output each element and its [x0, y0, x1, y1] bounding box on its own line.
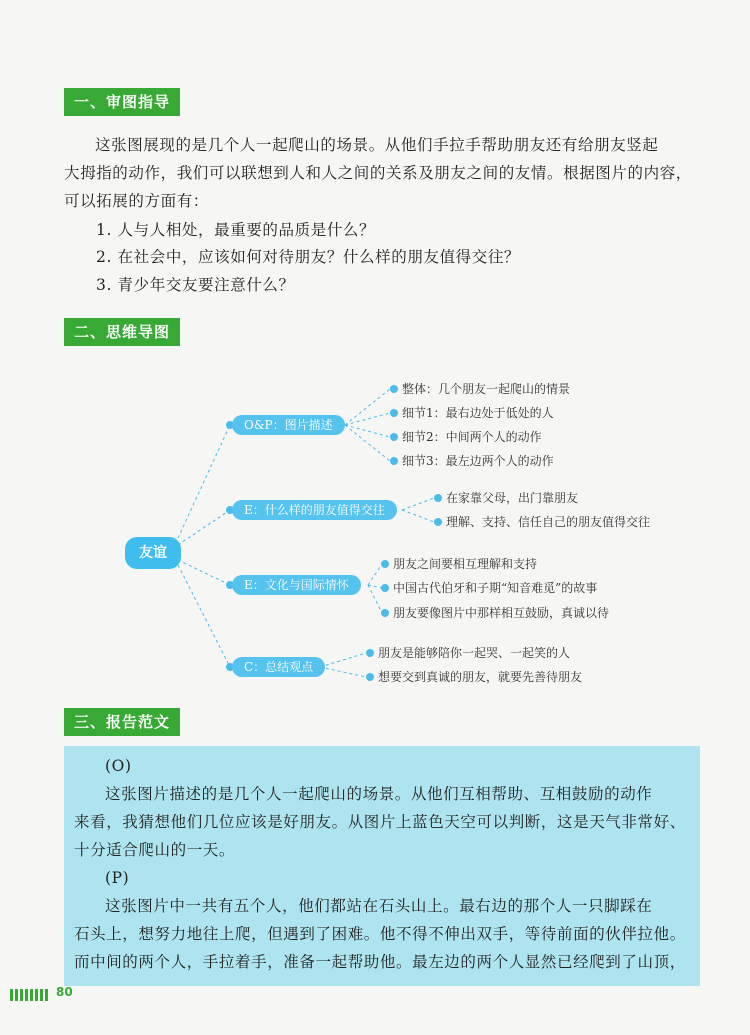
connector-dot	[366, 649, 374, 657]
mind-map-leaf: 整体：几个朋友一起爬山的情景	[402, 382, 571, 396]
guide-item: 3. 青少年交友要注意什么？	[96, 276, 295, 294]
section-heading-mindmap: 二、思维导图	[64, 318, 180, 346]
mind-map-leaf: 在家靠父母，出门靠朋友	[446, 491, 579, 505]
connector-line	[178, 425, 230, 538]
connector-dot	[434, 494, 442, 502]
connector-line	[345, 389, 390, 425]
connector-line	[345, 413, 390, 425]
mind-map-leaf: 细节3：最左边两个人的动作	[402, 454, 554, 468]
guide-line: 可以拓展的方面有：	[64, 192, 209, 210]
essay-line: 这张图片描述的是几个人一起爬山的场景。从他们互相帮助、互相鼓励的动作	[105, 785, 653, 803]
mind-map-branch: O&P：图片描述	[232, 415, 345, 435]
guide-item: 2. 在社会中，应该如何对待朋友？什么样的朋友值得交往？	[96, 248, 521, 266]
connector-dot	[390, 409, 398, 417]
connector-line	[345, 425, 390, 437]
mind-map-leaf: 朋友要像图片中那样相互鼓励，真诚以待	[393, 606, 610, 620]
connector-dot	[381, 609, 389, 617]
connector-dot	[390, 433, 398, 441]
connector-line	[178, 510, 230, 545]
essay-line: 石头上，想努力地往上爬，但遇到了困难。他不得不伸出双手，等待前面的伙伴拉他。	[74, 925, 686, 943]
mind-map-branch: E：什么样的朋友值得交往	[232, 500, 397, 520]
mind-map-leaf: 细节2：中间两个人的动作	[402, 430, 542, 444]
mind-map-leaf: 朋友是能够陪你一起哭、一起笑的人	[378, 646, 571, 660]
mind-map-leaf: 理解、支持、信任自己的朋友值得交往	[446, 515, 651, 529]
mind-map	[120, 375, 680, 695]
mind-map-root: 友谊	[125, 537, 181, 569]
essay-line: 而中间的两个人，手拉着手，准备一起帮助他。最左边的两个人显然已经爬到了山顶，	[74, 953, 686, 971]
essay-line: 十分适合爬山的一天。	[74, 841, 236, 859]
connector-line	[368, 585, 382, 613]
connector-line	[368, 564, 382, 585]
connector-line	[178, 565, 230, 667]
mind-map-leaf: 朋友之间要相互理解和支持	[393, 557, 538, 571]
guide-paragraph	[64, 131, 692, 215]
section-heading-sample: 三、报告范文	[64, 708, 180, 736]
connector-dot	[366, 673, 374, 681]
connector-dot	[434, 518, 442, 526]
guide-line: 这张图展现的是几个人一起爬山的场景。从他们手拉手帮助朋友还有给朋友竖起	[95, 136, 659, 154]
guide-line: 大拇指的动作，我们可以联想到人和人之间的关系及朋友之间的友情。根据图片的内容，	[64, 164, 692, 182]
essay-line: 这张图片中一共有五个人，他们都站在石头山上。最右边的那个人一只脚踩在	[105, 897, 653, 915]
connector-dot	[381, 560, 389, 568]
sample-essay	[74, 752, 690, 976]
o-label: (O)	[105, 757, 132, 775]
mind-map-leaf: 细节1：最右边处于低处的人	[402, 406, 554, 420]
guide-item: 1. 人与人相处，最重要的品质是什么？	[96, 221, 376, 239]
connector-dot	[390, 385, 398, 393]
connector-dot	[390, 457, 398, 465]
mind-map-leaf: 想要交到真诚的朋友，就要先善待朋友	[378, 670, 583, 684]
connector-line	[402, 510, 434, 522]
p-label: (P)	[105, 869, 130, 887]
page-number: 80	[56, 985, 73, 999]
mind-map-branch: C：总结观点	[232, 657, 325, 677]
connector-dot	[381, 584, 389, 592]
section-heading-guide: 一、审图指导	[64, 88, 180, 116]
mind-map-branch: E：文化与国际情怀	[232, 575, 361, 595]
essay-line: 来看，我猜想他们几位应该是好朋友。从图片上蓝色天空可以判断，这是天气非常好、	[74, 813, 686, 831]
mind-map-leaf: 中国古代伯牙和子期“知音难觅”的故事	[393, 581, 598, 595]
connector-line	[402, 498, 434, 510]
connector-line	[345, 425, 390, 461]
connector-line	[368, 585, 382, 588]
connector-line	[320, 667, 366, 677]
page-number-decoration	[10, 989, 50, 1001]
connector-line	[320, 653, 366, 667]
